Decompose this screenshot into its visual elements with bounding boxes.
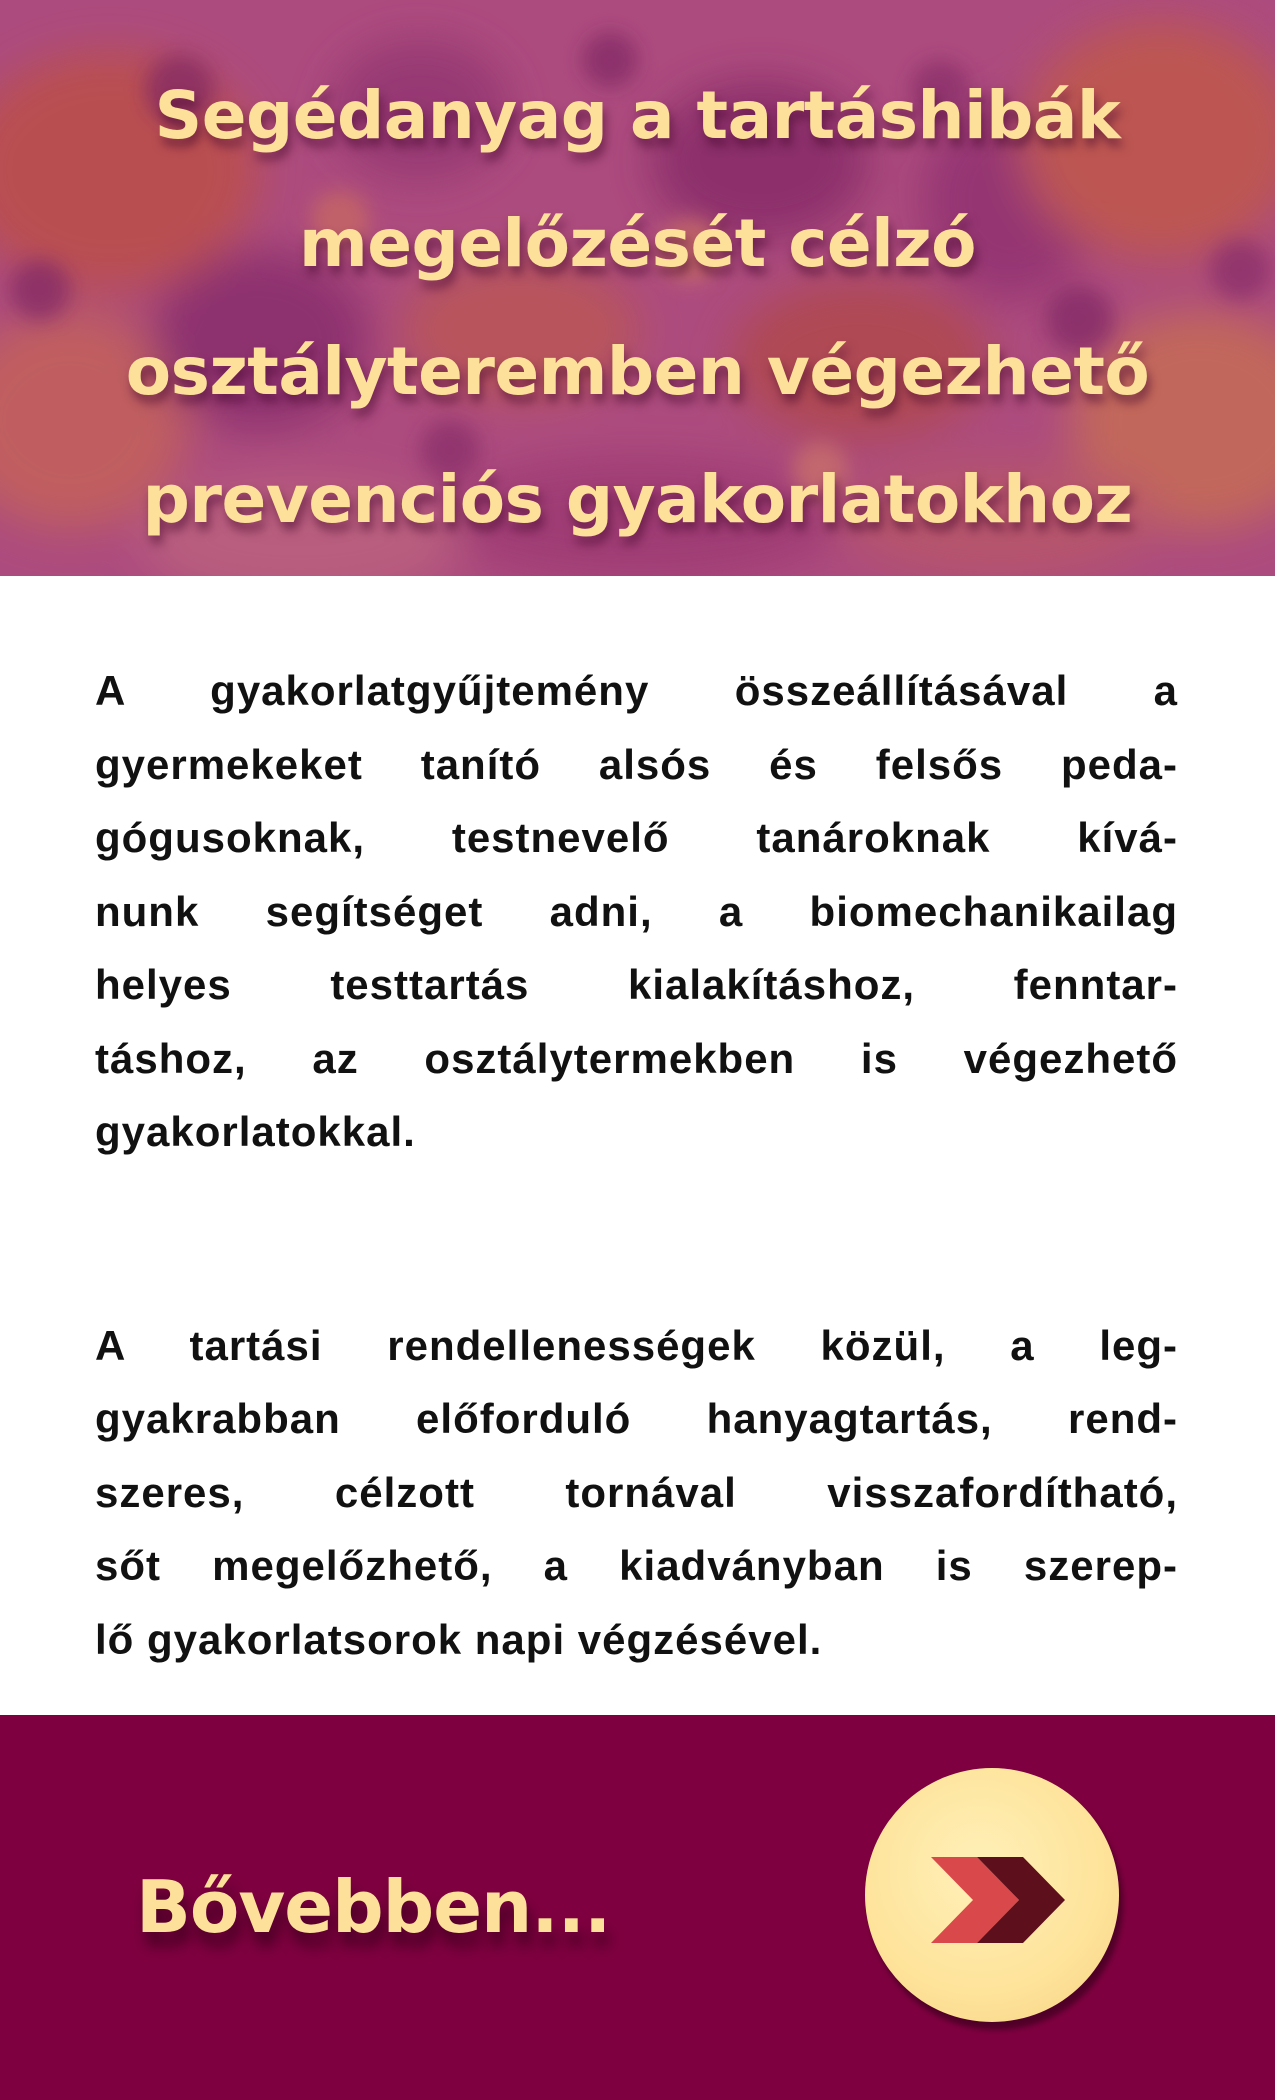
title-line: prevenciós gyakorlatokhoz xyxy=(142,461,1133,538)
next-button[interactable] xyxy=(865,1768,1119,2022)
intro-paragraph xyxy=(95,654,1178,1169)
paragraph-line: gyakorlatokkal. xyxy=(95,1108,416,1155)
paragraph-line: lő gyakorlatsorok napi végzésével. xyxy=(95,1615,823,1663)
paragraph-line: nunk segítséget adni, a biomechanikailag xyxy=(95,887,1178,935)
paragraph-line: A tartási rendellenességek közül, a leg- xyxy=(95,1321,1178,1369)
paragraph-line: helyes testtartás kialakításhoz, fenntar- xyxy=(95,961,1178,1008)
more-link[interactable]: Bővebben... xyxy=(136,1865,611,1949)
title-line: megelőzését célzó xyxy=(298,205,977,282)
paragraph-line: szeres, célzott tornával visszafordítható, xyxy=(95,1468,1178,1516)
page-title xyxy=(60,52,1215,564)
title-line: Segédanyag a tartáshibák xyxy=(154,77,1121,154)
paragraph-line: táshoz, az osztálytermekben is végezhető xyxy=(95,1034,1178,1082)
paragraph-line: sőt megelőzhető, a kiadványban is szerep- xyxy=(95,1542,1178,1589)
paragraph-line: gyakrabban előforduló hanyagtartás, rend- xyxy=(95,1395,1178,1442)
content-section xyxy=(95,654,1178,1676)
paragraph-line: gógusoknak, testnevelő tanároknak kívá- xyxy=(95,814,1178,861)
double-chevron-right-icon xyxy=(865,1768,1119,2022)
paragraph-line: gyermekeket tanító alsós és felsős peda- xyxy=(95,740,1178,788)
posture-paragraph xyxy=(95,1309,1178,1677)
title-line: osztályteremben végezhető xyxy=(125,333,1150,410)
paragraph-line: A gyakorlatgyűjtemény összeállításával a xyxy=(95,667,1178,714)
header-banner xyxy=(0,0,1275,576)
footer-bar xyxy=(0,1715,1275,2100)
